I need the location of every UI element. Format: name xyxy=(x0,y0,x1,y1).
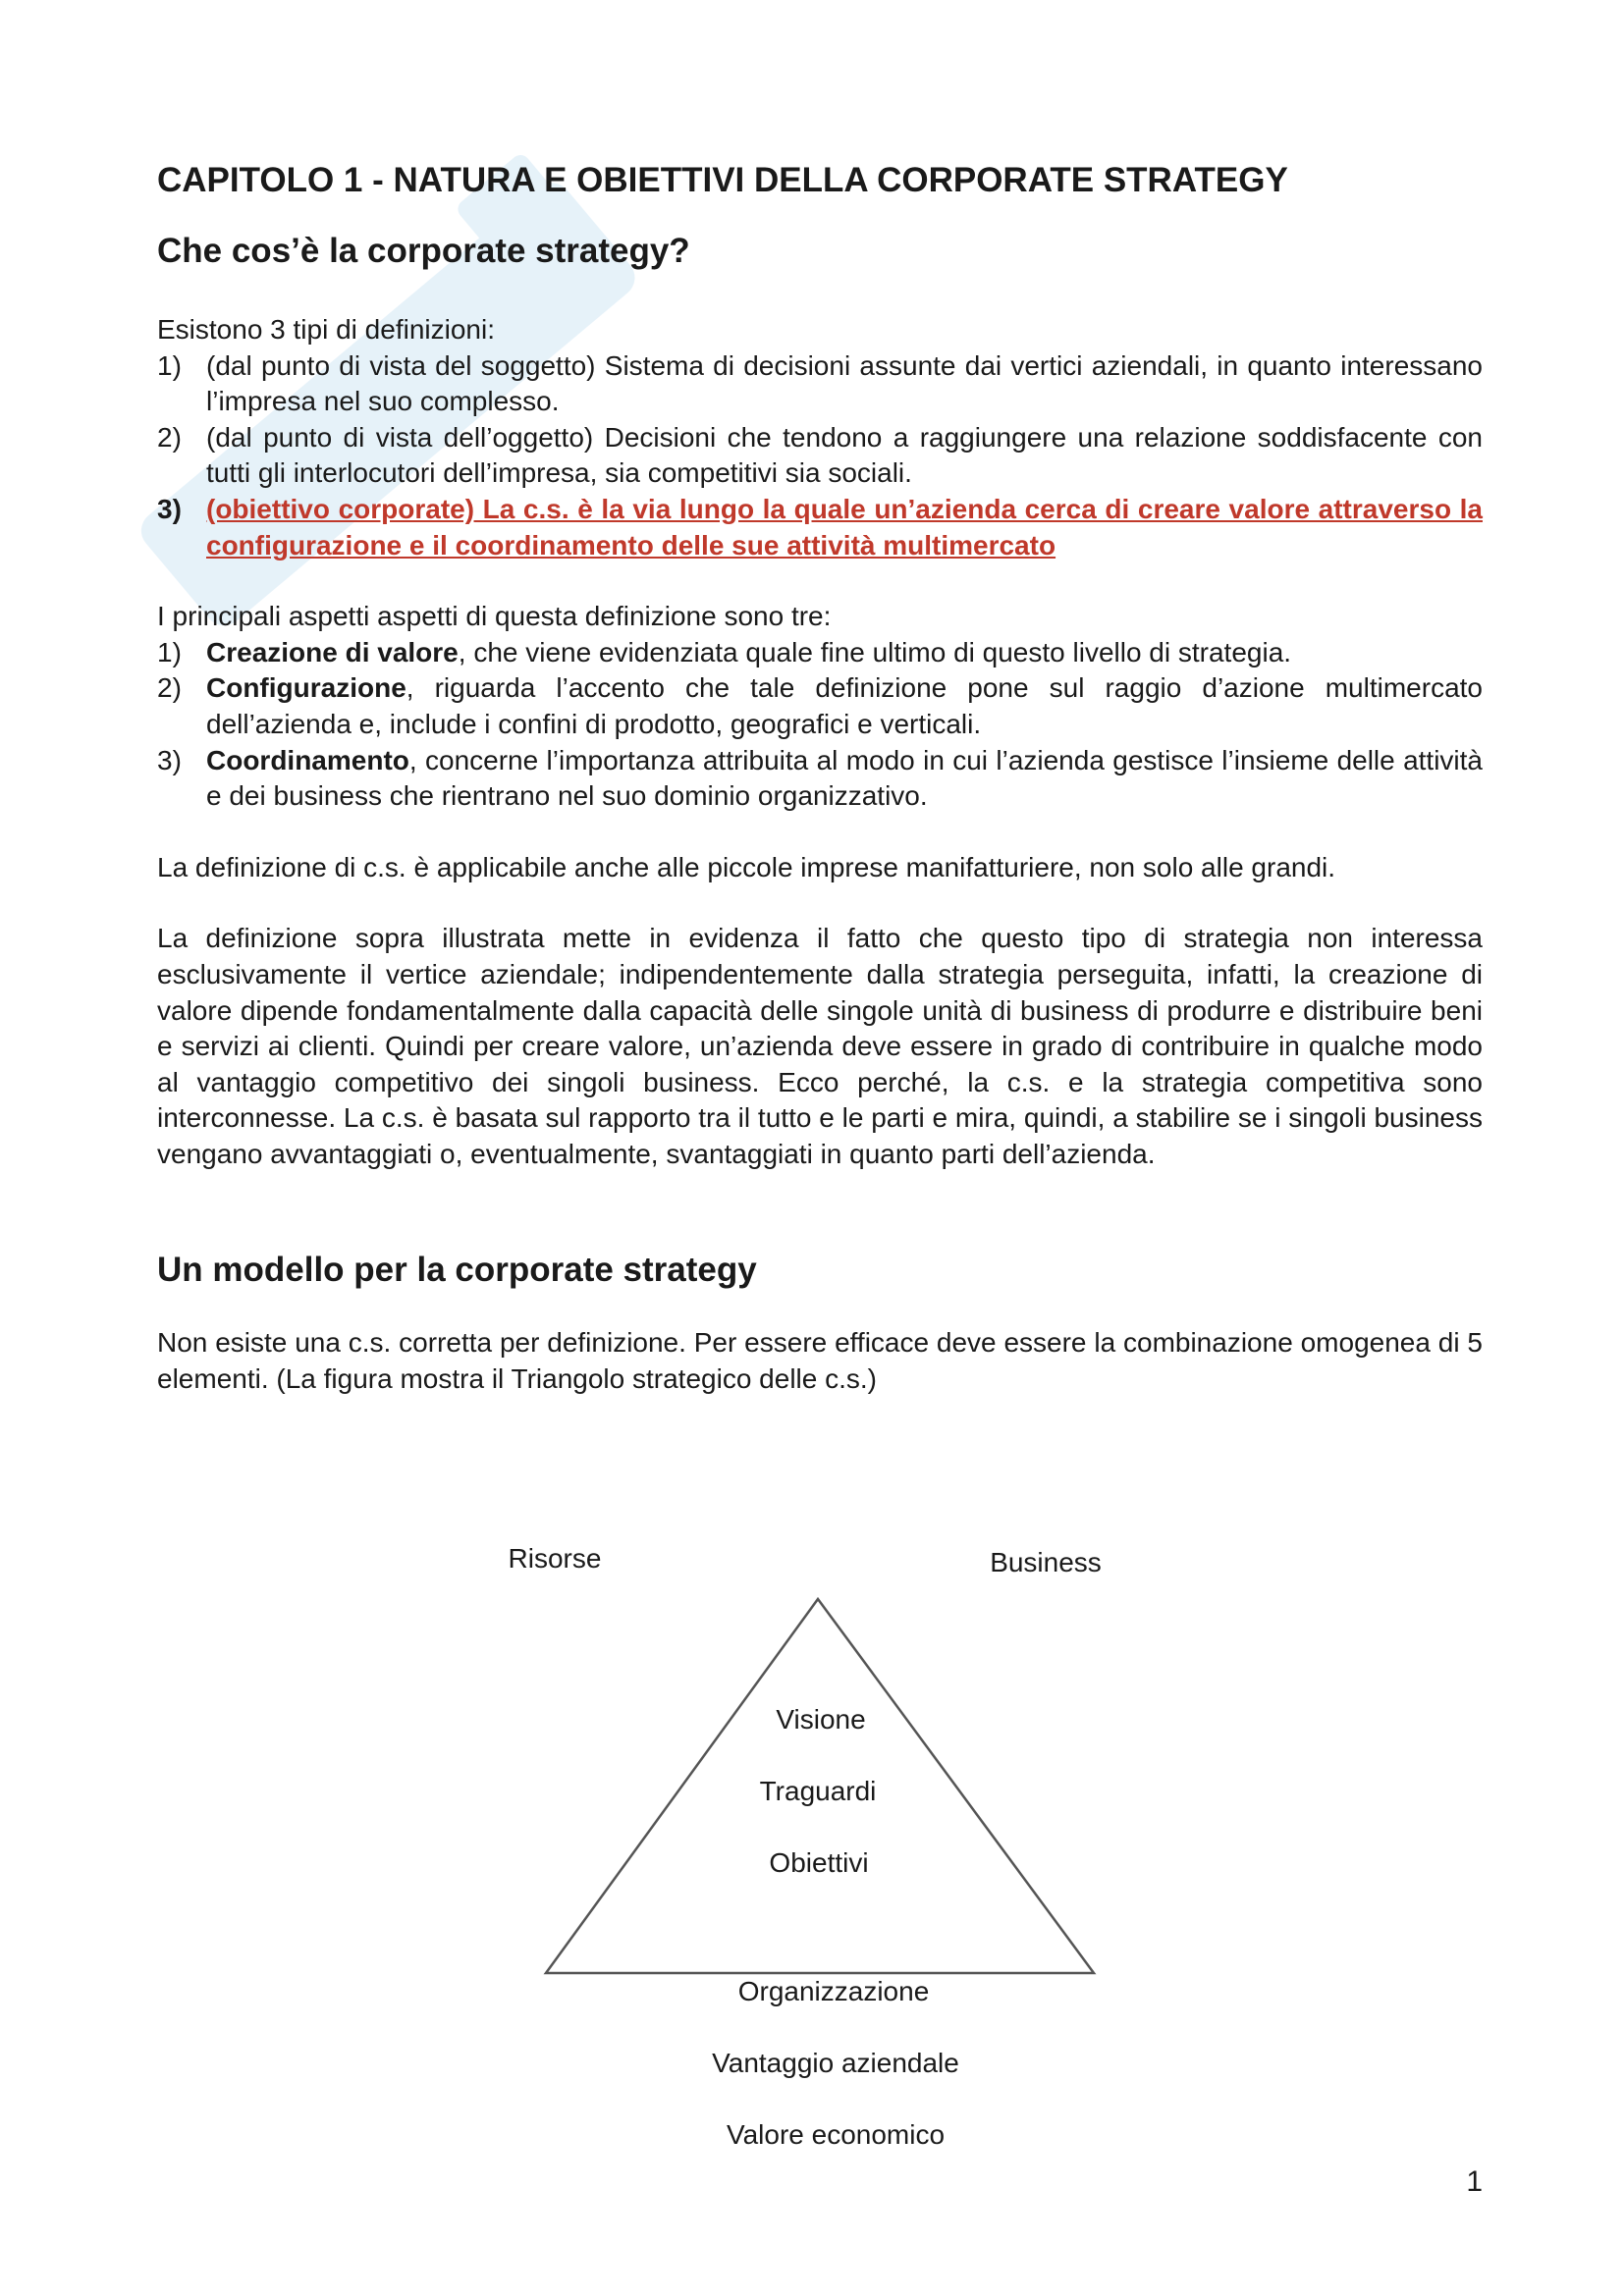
list-number: 3) xyxy=(157,744,182,775)
list-item xyxy=(157,635,1483,671)
triangle-shape xyxy=(0,1512,1624,2179)
list-number: 2) xyxy=(157,421,182,453)
list-number: 3) xyxy=(157,493,182,524)
definition-text: (dal punto di vista dell’oggetto) Decisioni che tendono a raggiungere una relazione soddisfacente con tutti gli interlocutori dell’impresa, sia competitivi sia sociali. xyxy=(206,421,1483,489)
chapter-title: CAPITOLO 1 - NATURA E OBIETTIVI DELLA CORPORATE STRATEGY xyxy=(157,161,1288,199)
list-item xyxy=(157,492,1483,563)
definitions-intro: Esistono 3 tipi di definizioni: xyxy=(157,314,495,345)
list-number: 2) xyxy=(157,672,182,704)
aspect-text: , concerne l’importanza attribuita al modo in cui l’azienda gestisce l’insieme delle attività e dei business che rientrano nel suo dominio organizzativo. xyxy=(206,744,1483,812)
list-number: 1) xyxy=(157,349,182,381)
section-title-model: Un modello per la corporate strategy xyxy=(157,1251,757,1290)
document-content xyxy=(157,157,1483,1398)
aspect-text: , che viene evidenziata quale fine ultimo di questo livello di strategia. xyxy=(458,636,1292,667)
paragraph-model: Non esiste una c.s. corretta per definizione. Per essere efficace deve essere la combinazione omogenea di 5 elementi. (La figura mostra il Triangolo strategico delle c.s.) xyxy=(157,1327,1483,1395)
label-valore-economico: Valore economico xyxy=(726,2119,946,2150)
list-number: 1) xyxy=(157,636,182,667)
list-item xyxy=(157,743,1483,815)
aspect-term: Creazione di valore xyxy=(206,636,459,667)
label-business: Business xyxy=(990,1547,1102,1577)
section-title-what-is: Che cos’è la corporate strategy? xyxy=(157,232,690,270)
aspects-intro: I principali aspetti aspetti di questa definizione sono tre: xyxy=(157,601,832,632)
list-item xyxy=(157,670,1483,742)
paragraph-applicability: La definizione di c.s. è applicabile anche alle piccole imprese manifatturiere, non solo alle grandi. xyxy=(157,851,1336,882)
label-traguardi: Traguardi xyxy=(759,1776,877,1806)
label-organizzazione: Organizzazione xyxy=(737,1976,930,2006)
label-obiettivi: Obiettivi xyxy=(769,1847,869,1878)
aspect-term: Configurazione xyxy=(206,672,406,704)
list-item xyxy=(157,348,1483,420)
aspects-list xyxy=(157,635,1483,815)
paragraph-explanation: La definizione sopra illustrata mette in evidenza il fatto che questo tipo di strategia non interessa esclusivamente il vertice aziendale; indipendentemente dalla strategia perseguita, infatti, la creazione di valore dipende fondamentalmente dalla capacità delle singole unità di business di produrre e distribuire beni e servizi ai clienti. Quindi per creare valore, un’azienda deve essere in grado di contribuire in qualche modo al vantaggio competitivo dei singoli business. Ecco perché, la c.s. e la strategia competitiva sono interconnesse. La c.s. è basata sul rapporto tra il tutto e le parti e mira, quindi, a stabilire se i singoli business vengano avvantaggiati o, eventualmente, svantaggiati in quanto parti dell’azienda. xyxy=(157,923,1483,1169)
aspect-term: Coordinamento xyxy=(206,744,409,775)
aspect-text: , riguarda l’accento che tale definizione pone sul raggio d’azione multimercato dell’azienda e, include i confini di prodotto, geografici e verticali. xyxy=(206,672,1483,739)
highlighted-definition: (obiettivo corporate) La c.s. è la via lungo la quale un’azienda cerca di creare valore attraverso la configurazione e il coordinamento delle sue attività multimercato xyxy=(206,493,1483,561)
label-vantaggio-aziendale: Vantaggio aziendale xyxy=(712,2048,959,2078)
label-visione: Visione xyxy=(776,1704,866,1735)
definition-text: (dal punto di vista del soggetto) Sistema di decisioni assunte dai vertici aziendali, in quanto interessano l’impresa nel suo complesso. xyxy=(206,349,1483,417)
label-risorse: Risorse xyxy=(508,1543,602,1574)
page-number: 1 xyxy=(1466,2165,1483,2198)
list-item xyxy=(157,420,1483,492)
strategic-triangle-diagram xyxy=(0,1512,1624,2179)
definitions-list xyxy=(157,348,1483,564)
